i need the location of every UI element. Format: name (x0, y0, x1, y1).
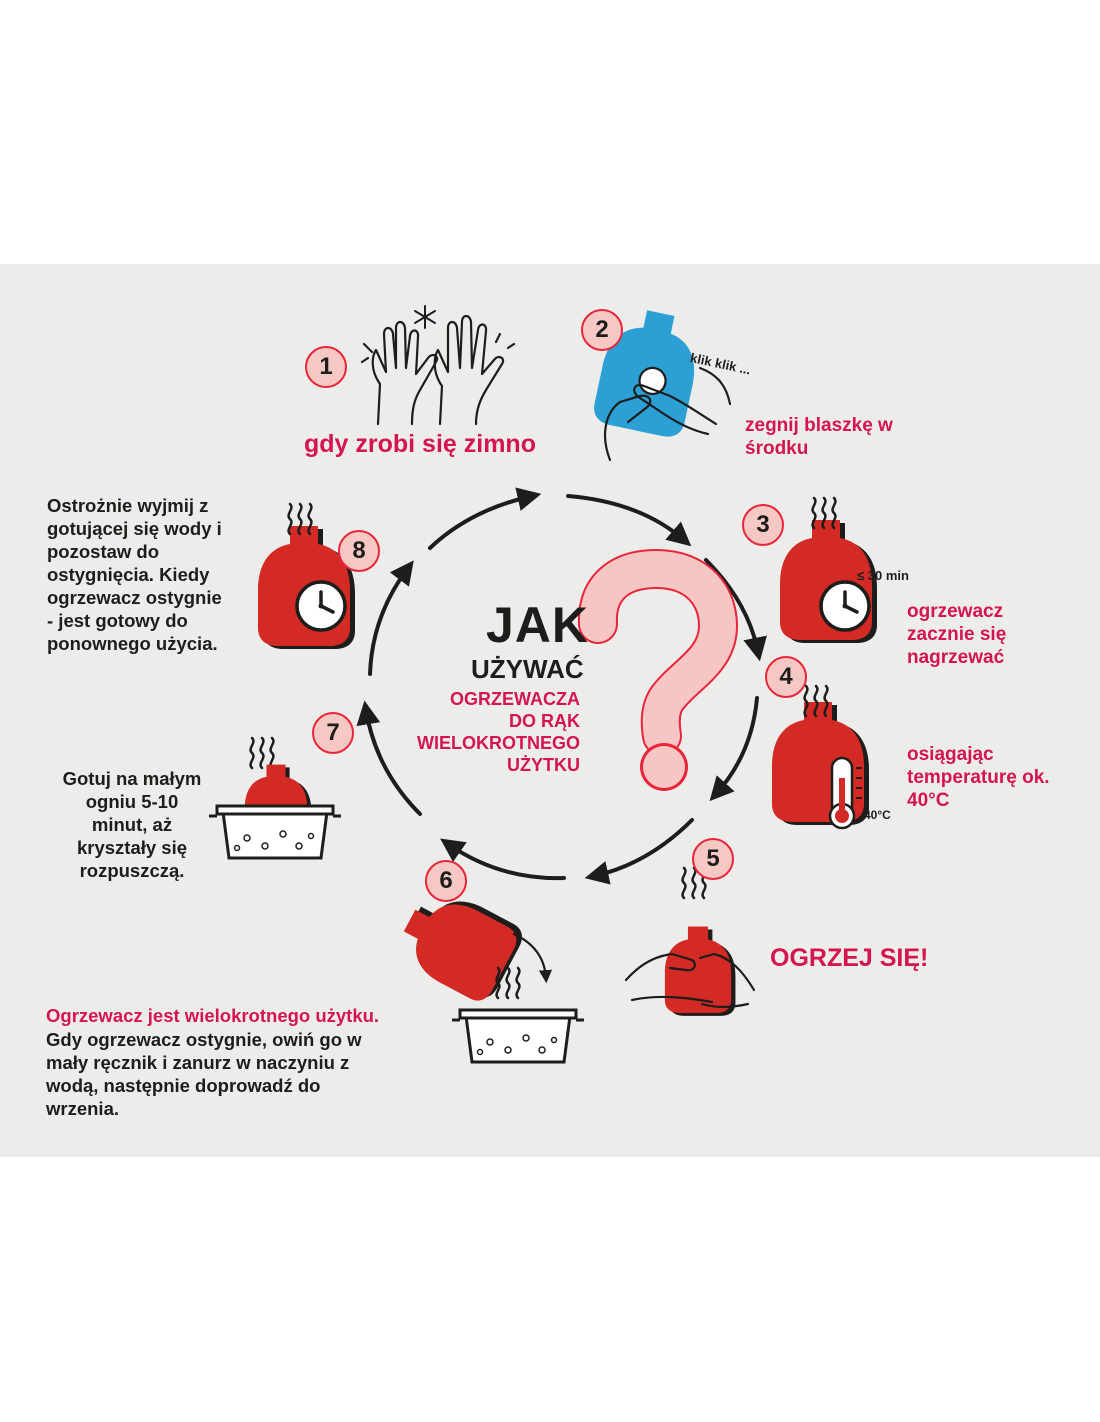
step-3-text: ogrzewacz zacznie się nagrzewać (907, 601, 1007, 668)
step-8-badge: 8 (338, 530, 380, 572)
title-jak: JAK (486, 597, 590, 653)
step-8-text: Ostrożnie wyjmij z gotującej się wody i pozostaw do ostygnięcia. Kiedy ogrzewacz ostygnie - jest gotowy do ponownego użycia. (47, 495, 222, 654)
step-3-badge: 3 (742, 504, 784, 546)
step-4-text: osiągając temperaturę ok. 40°C (907, 744, 1050, 811)
red-warmer-icon (665, 927, 736, 1016)
red-warmer-icon (772, 702, 869, 825)
step-2-note: klik klik ... (688, 350, 753, 378)
step-5-badge: 5 (692, 838, 734, 880)
step-3-note: ≤ 30 min (857, 568, 909, 583)
pot-icon (452, 1010, 584, 1062)
clock-icon (821, 582, 869, 630)
step-4-note: 40°C (864, 808, 891, 822)
step-5-text: OGRZEJ SIĘ! (770, 944, 929, 972)
red-warmer-icon (391, 880, 528, 1007)
step-1-badge: 1 (305, 346, 347, 388)
hands-icon (362, 316, 514, 424)
clock-icon (297, 582, 345, 630)
infographic-panel (0, 264, 1100, 1157)
pot-icon (209, 806, 341, 858)
step-7-text: Gotuj na małym ogniu 5-10 minut, aż kryształy się rozpuszczą. (62, 768, 202, 881)
question-mark-icon (598, 569, 718, 791)
step-2-text: zegnij blaszkę w środku (745, 415, 893, 459)
title-subtitle: OGRZEWACZA DO RĄK WIELOKROTNEGO UŻYTKU (417, 689, 580, 775)
step-4-badge: 4 (765, 656, 807, 698)
title-uzywac: UŻYWAĆ (471, 654, 584, 684)
step-6-badge: 6 (425, 860, 467, 902)
step-6-heading: Ogrzewacz jest wielokrotnego użytku. (46, 1005, 380, 1026)
step-1-text: gdy zrobi się zimno (304, 430, 536, 458)
step-6-text: Gdy ogrzewacz ostygnie, owiń go w mały ręcznik i zanurz w naczyniu z wodą, następnie doprowadź do wrzenia. (46, 1029, 362, 1119)
step-7-badge: 7 (312, 712, 354, 754)
step-2-badge: 2 (581, 309, 623, 351)
snowflake-icon (415, 306, 435, 328)
